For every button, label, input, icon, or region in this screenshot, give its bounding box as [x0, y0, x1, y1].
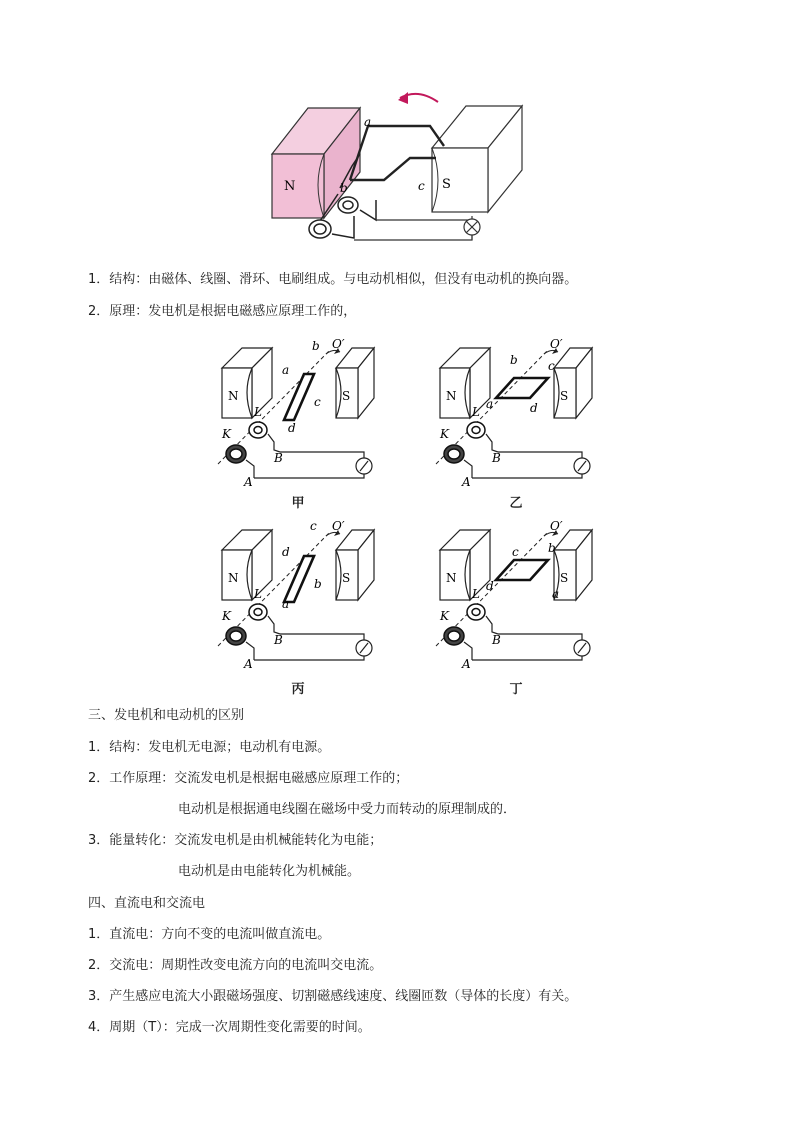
axis-label-o-prime: O′ — [332, 337, 345, 351]
generator-stage-jia — [214, 334, 384, 492]
ring-label-k: K — [440, 609, 449, 623]
brush-label-a: A — [462, 475, 471, 489]
diff-principle-a: 2．工作原理：交流发电机是根据电磁感应原理工作的； — [88, 771, 409, 786]
coil-label-a: a — [552, 587, 560, 601]
ac-definition: 2．交流电：周期性改变电流方向的电流叫交电流。 — [88, 958, 383, 973]
ring-label-l: L — [254, 405, 262, 419]
coil-label-b: b — [548, 541, 556, 555]
axis-label-o-prime: O′ — [550, 519, 563, 533]
coil-label-d: d — [530, 401, 538, 415]
generator-stage-yi — [432, 334, 602, 492]
pole-n-label: N — [284, 179, 296, 194]
ring-label-l: L — [254, 587, 262, 601]
caption-bing: 丙 — [291, 682, 305, 697]
pole-n-label: N — [446, 389, 457, 403]
brush-label-b: B — [492, 633, 501, 647]
diff-principle-b: 电动机是根据通电线圈在磁场中受力而转动的原理制成的． — [178, 802, 517, 817]
induced-current-factors: 3．产生感应电流大小跟磁场强度、切割磁感线速度、线圈匝数（导体的长度）有关。 — [88, 989, 578, 1004]
coil-label-d: d — [486, 579, 494, 593]
brush-label-a: A — [462, 657, 471, 671]
coil-label-a: a — [486, 397, 494, 411]
ring-label-l: L — [472, 587, 480, 601]
coil-label-c: c — [418, 179, 425, 193]
ring-label-k: K — [222, 427, 231, 441]
brush-label-b: B — [274, 451, 283, 465]
generator-stage-bing — [214, 516, 384, 674]
pole-s-label: S — [342, 571, 351, 585]
ring-label-k: K — [440, 427, 449, 441]
coil-label-d: d — [288, 421, 296, 435]
section-4-heading: 四、直流电和交流电 — [88, 896, 206, 911]
coil-label-b: b — [510, 353, 518, 367]
lamp-icon — [464, 219, 480, 235]
pole-s-label: S — [560, 571, 569, 585]
coil-label-a: a — [282, 363, 290, 377]
coil-label-b: b — [314, 577, 322, 591]
pole-s-label: S — [560, 389, 569, 403]
ring-label-k: K — [222, 609, 231, 623]
pole-n-label: N — [446, 571, 457, 585]
s-pole-magnet — [432, 106, 522, 212]
period-definition: 4．周期（T）：完成一次周期性变化需要的时间。 — [88, 1020, 371, 1035]
brush-label-a: A — [244, 657, 253, 671]
coil-label-b: b — [340, 181, 348, 195]
pole-n-label: N — [228, 571, 239, 585]
brush-label-b: B — [274, 633, 283, 647]
coil-label-c: c — [548, 359, 555, 373]
external-circuit — [354, 216, 472, 240]
pole-s-label: S — [342, 389, 351, 403]
caption-yi: 乙 — [509, 496, 523, 511]
coil-label-d: d — [282, 545, 290, 559]
caption-jia: 甲 — [291, 496, 305, 511]
coil-label-b: b — [312, 339, 320, 353]
pole-n-label: N — [228, 389, 239, 403]
coil-label-c: c — [512, 545, 519, 559]
principle-line: 2．原理：发电机是根据电磁感应原理工作的， — [88, 304, 357, 319]
diff-structure: 1．结构：发电机无电源；电动机有电源。 — [88, 740, 331, 755]
coil-label-a: a — [364, 115, 372, 129]
dc-definition: 1．直流电：方向不变的电流叫做直流电。 — [88, 927, 331, 942]
coil-label-c: c — [314, 395, 321, 409]
axis-label-o-prime: O′ — [332, 519, 345, 533]
pole-s-label: S — [442, 177, 451, 192]
structure-line: 1．结构：由磁体、线圈、滑环、电刷组成。与电动机相似，但没有电动机的换向器。 — [88, 272, 578, 287]
coil-label-c: c — [310, 519, 317, 533]
brush-label-b: B — [492, 451, 501, 465]
diff-energy-a: 3．能量转化：交流发电机是由机械能转化为电能； — [88, 833, 383, 848]
generator-diagram — [268, 84, 530, 250]
caption-ding: 丁 — [509, 682, 523, 697]
axis-label-o-prime: O′ — [550, 337, 563, 351]
generator-stage-ding — [432, 516, 602, 674]
diff-energy-b: 电动机是由电能转化为机械能。 — [178, 864, 361, 879]
coil-label-a: a — [282, 597, 290, 611]
ring-label-l: L — [472, 405, 480, 419]
brush-label-a: A — [244, 475, 253, 489]
section-3-heading: 三、发电机和电动机的区别 — [88, 708, 245, 723]
rotation-arrowhead — [398, 92, 408, 104]
